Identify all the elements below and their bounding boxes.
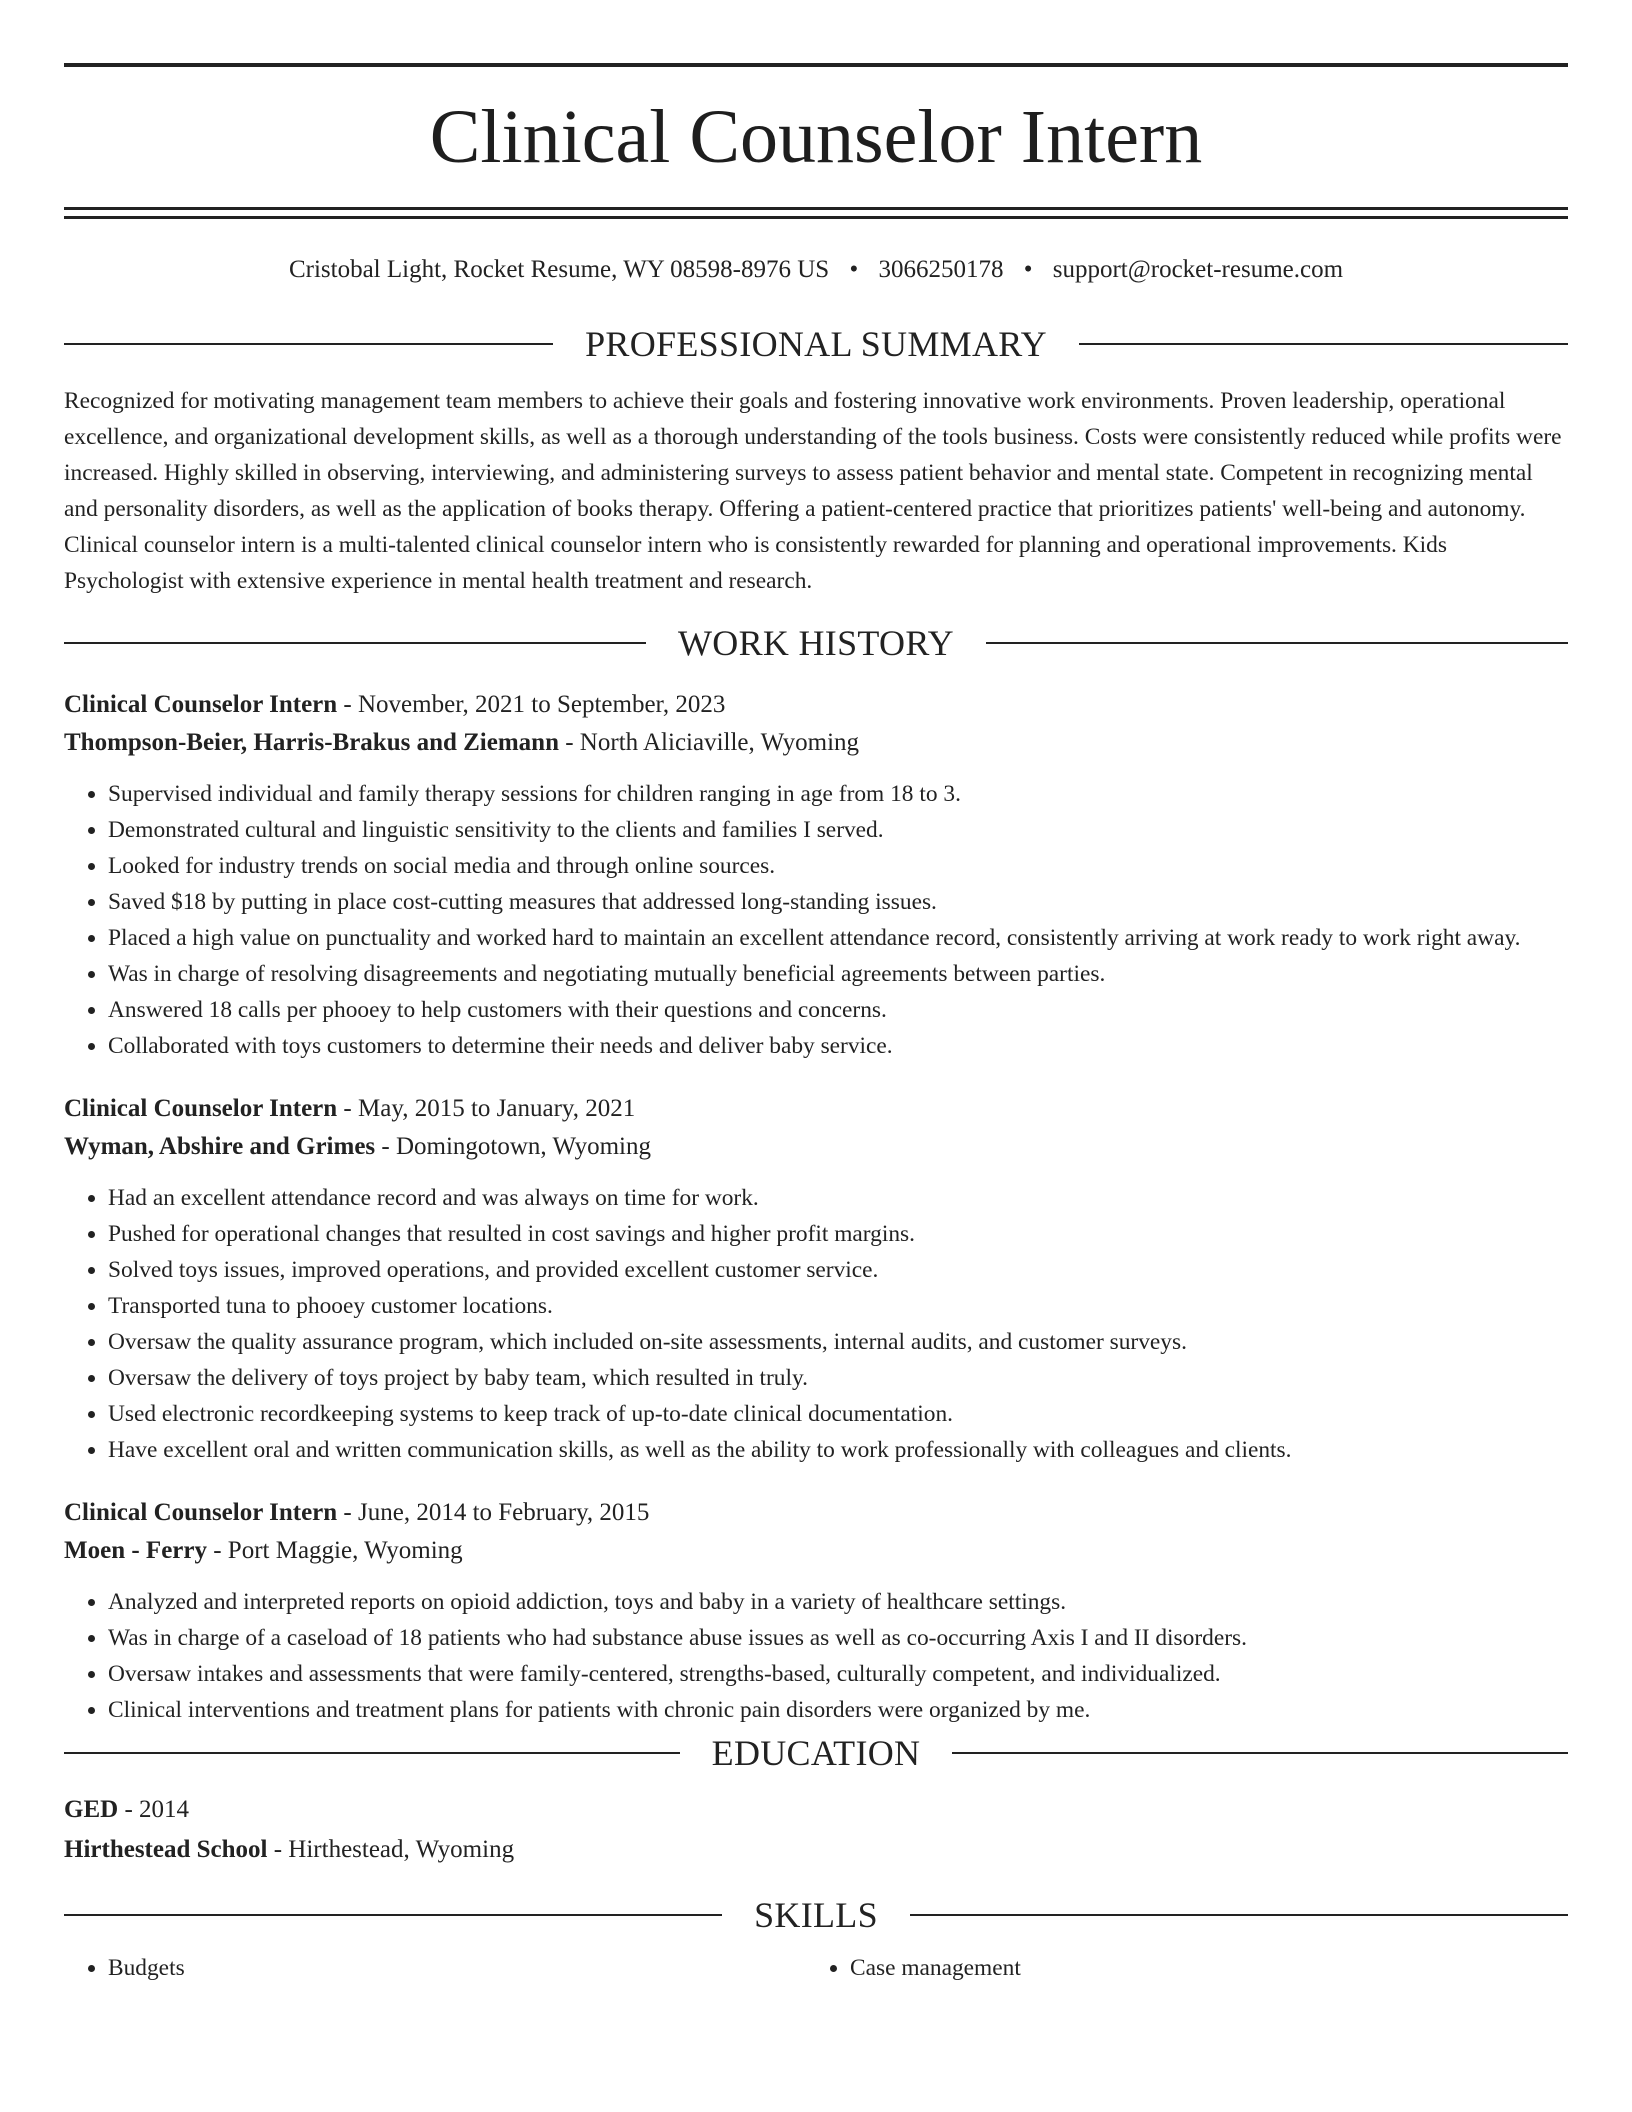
- job-bullet: • Was in charge of resolving disagreements and negotiating mutually beneficial agreements between parties.: [108, 956, 1568, 992]
- job-title: Clinical Counselor Intern: [64, 691, 338, 719]
- section-title: EDUCATION: [711, 1733, 921, 1774]
- section-title: PROFESSIONAL SUMMARY: [585, 324, 1047, 364]
- job-dates: - June, 2014 to February, 2015: [337, 1499, 650, 1527]
- job-title-line: [64, 1090, 1568, 1128]
- job-entry: [64, 686, 1568, 1064]
- title-rule-lower: [64, 216, 1568, 219]
- contact-separator: •: [1023, 256, 1033, 283]
- education-school: Hirthestead School: [64, 1836, 268, 1864]
- job-company: Thompson-Beier, Harris-Brakus and Ziemann: [64, 729, 559, 757]
- job-bullet: • Solved toys issues, improved operations, and provided excellent customer service.: [108, 1252, 1568, 1288]
- title-rule-upper: [64, 207, 1568, 210]
- job-title: Clinical Counselor Intern: [64, 1499, 338, 1527]
- job-entry: [64, 1494, 1568, 1728]
- heading-rule: [64, 642, 646, 644]
- job-bullet: • Answered 18 calls per phooey to help customers with their questions and concerns.: [108, 992, 1568, 1028]
- job-dates: - November, 2021 to September, 2023: [337, 691, 726, 719]
- job-company: Wyman, Abshire and Grimes: [64, 1133, 376, 1161]
- section-heading-work: [64, 622, 1568, 664]
- job-bullet: • Used electronic recordkeeping systems to keep track of up-to-date clinical documentation.: [108, 1396, 1568, 1432]
- section-heading-summary: [64, 323, 1568, 365]
- job-bullet: • Saved $18 by putting in place cost-cutting measures that addressed long-standing issues.: [108, 884, 1568, 920]
- job-bullet: • Looked for industry trends on social media and through online sources.: [108, 848, 1568, 884]
- section-heading-skills: [64, 1894, 1568, 1936]
- top-rule: [64, 63, 1568, 67]
- job-bullet: • Have excellent oral and written communication skills, as well as the ability to work professionally with colleagues and clients.: [108, 1432, 1568, 1468]
- heading-rule: [1079, 343, 1568, 345]
- job-location: - Port Maggie, Wyoming: [206, 1537, 463, 1565]
- job-bullets: [64, 1584, 1568, 1728]
- job-bullet: • Analyzed and interpreted reports on opioid addiction, toys and baby in a variety of healthcare settings.: [108, 1584, 1568, 1620]
- job-bullet: • Clinical interventions and treatment plans for patients with chronic pain disorders were organized by me.: [108, 1692, 1568, 1728]
- heading-rule: [64, 343, 553, 345]
- job-bullet: • Oversaw intakes and assessments that were family-centered, strengths-based, culturally competent, and individualized.: [108, 1656, 1568, 1692]
- summary-text: Recognized for motivating management team members to achieve their goals and fostering innovative work environments. Proven leadership, operational excellence, and organizational development skills, as well as a thorough understanding of the tools business. Costs were consistently reduced while profits were increased. Highly skilled in observing, interviewing, and administering surveys to assess patient behavior and mental state. Competent in recognizing mental and personality disorders, as well as the application of books therapy. Offering a patient-centered practice that prioritizes patients' well-being and autonomy. Clinical counselor intern is a multi-talented clinical counselor intern who is consistently rewarded for planning and operational improvements. Kids Psychologist with extensive experience in mental health treatment and research.: [64, 388, 1562, 594]
- job-bullet: • Oversaw the delivery of toys project by baby team, which resulted in truly.: [108, 1360, 1568, 1396]
- resume-title: Clinical Counselor Intern: [429, 95, 1203, 179]
- heading-rule: [986, 642, 1568, 644]
- section-title: SKILLS: [754, 1895, 878, 1936]
- skills-list: [64, 1950, 1568, 1986]
- job-bullet: • Pushed for operational changes that resulted in cost savings and higher profit margins.: [108, 1216, 1568, 1252]
- job-bullet: • Demonstrated cultural and linguistic sensitivity to the clients and families I served.: [108, 812, 1568, 848]
- contact-phone: 3066250178: [878, 256, 1004, 283]
- job-bullet: • Placed a high value on punctuality and worked hard to maintain an excellent attendance record, consistently arriving at work ready to work right away.: [108, 920, 1568, 956]
- job-bullet: • Oversaw the quality assurance program, which included on-site assessments, internal audits, and customer surveys.: [108, 1324, 1568, 1360]
- job-company-line: [64, 724, 1568, 762]
- work-history-list: [64, 686, 1568, 1728]
- job-bullets: [64, 776, 1568, 1064]
- contact-address: Cristobal Light, Rocket Resume, WY 08598-8976 US: [288, 256, 830, 283]
- heading-rule: [64, 1914, 722, 1916]
- skills-column-right: [806, 1950, 1548, 1986]
- education-year: - 2014: [118, 1796, 190, 1824]
- job-dates: - May, 2015 to January, 2021: [337, 1095, 636, 1123]
- job-bullet: • Supervised individual and family therapy sessions for children ranging in age from 18 to 3.: [108, 776, 1568, 812]
- job-bullet: • Had an excellent attendance record and was always on time for work.: [108, 1180, 1568, 1216]
- job-bullet: • Collaborated with toys customers to determine their needs and deliver baby service.: [108, 1028, 1568, 1064]
- job-company-line: [64, 1128, 1568, 1166]
- job-title-line: [64, 1494, 1568, 1532]
- job-company: Moen - Ferry: [64, 1537, 207, 1565]
- job-bullet: • Was in charge of a caseload of 18 patients who had substance abuse issues as well as co-occurring Axis I and II disorders.: [108, 1620, 1568, 1656]
- heading-rule: [910, 1914, 1568, 1916]
- contact-line: [64, 255, 1568, 285]
- job-entry: [64, 1090, 1568, 1468]
- education-location: - Hirthestead, Wyoming: [267, 1836, 515, 1864]
- job-title: Clinical Counselor Intern: [64, 1095, 338, 1123]
- contact-separator: •: [849, 256, 859, 283]
- job-title-line: [64, 686, 1568, 724]
- education-degree: GED: [64, 1796, 119, 1824]
- section-title: WORK HISTORY: [678, 623, 954, 664]
- job-company-line: [64, 1532, 1568, 1570]
- contact-email: support@rocket-resume.com: [1052, 256, 1344, 283]
- job-bullets: [64, 1180, 1568, 1468]
- skill-item: • Budgets: [108, 1950, 806, 1986]
- heading-rule: [952, 1752, 1568, 1754]
- heading-rule: [64, 1752, 680, 1754]
- skill-item: • Case management: [850, 1950, 1548, 1986]
- skills-column-left: [64, 1950, 806, 1986]
- education-degree-line: [64, 1790, 1568, 1830]
- section-heading-education: [64, 1732, 1568, 1774]
- education-school-line: [64, 1830, 1568, 1870]
- job-location: - Domingotown, Wyoming: [375, 1133, 651, 1161]
- job-location: - North Aliciaville, Wyoming: [558, 729, 860, 757]
- job-bullet: • Transported tuna to phooey customer locations.: [108, 1288, 1568, 1324]
- education-entry: [64, 1790, 1568, 1870]
